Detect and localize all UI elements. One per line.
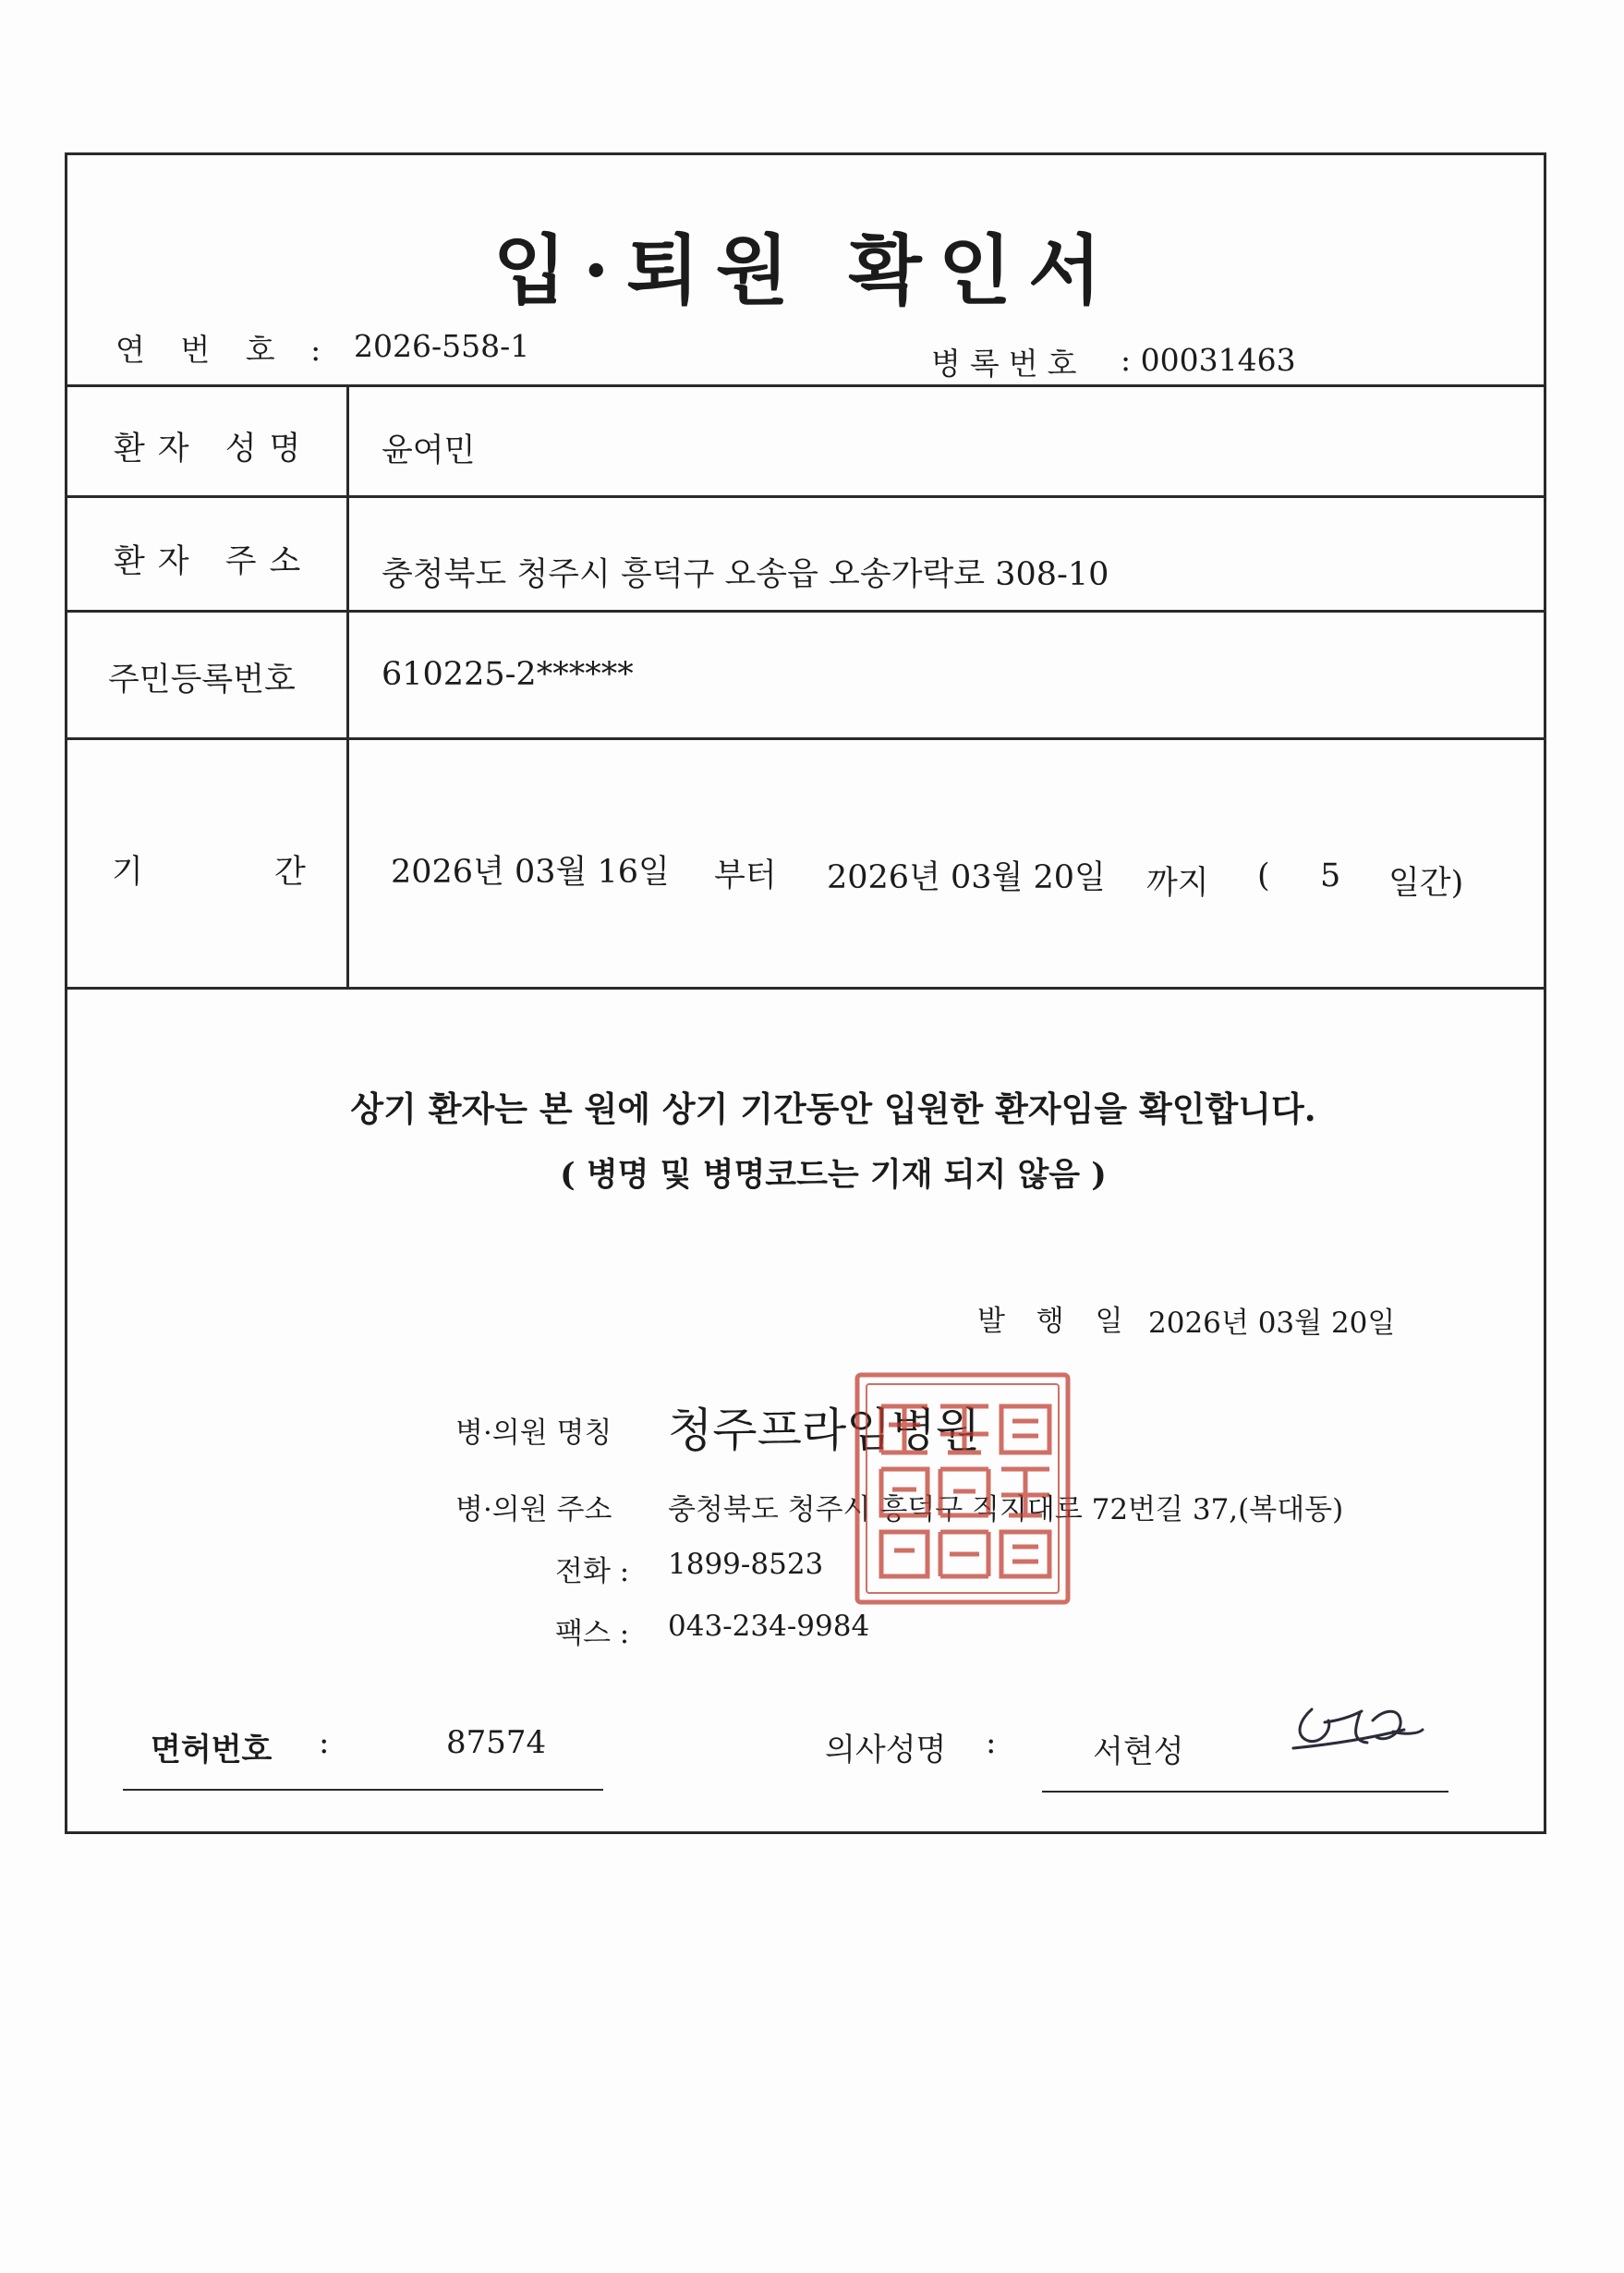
serial-label: 연 번 호 : — [115, 332, 334, 368]
patient-address-value: 충청북도 청주시 흥덕구 오송읍 오송가락로 308-10 — [382, 556, 1109, 593]
license-underline — [123, 1789, 603, 1791]
row-divider — [67, 384, 1544, 387]
patient-name-value: 윤여민 — [382, 432, 476, 469]
hospital-fax-value: 043-234-9984 — [668, 1610, 870, 1643]
period-days: 5 — [1320, 857, 1341, 894]
certificate-frame — [65, 152, 1546, 1834]
issue-date-value: 2026년 03월 20일 — [1148, 1307, 1396, 1340]
hospital-phone-label: 전화 : — [555, 1555, 630, 1588]
document-title: 입·퇴원 확인서 — [492, 226, 1119, 315]
doctor-underline — [1042, 1791, 1448, 1793]
issue-date-label: 발 행 일 — [977, 1305, 1134, 1338]
row-divider — [67, 495, 1544, 498]
doctor-colon: : — [986, 1724, 997, 1761]
row-divider — [67, 987, 1544, 990]
row-divider — [67, 737, 1544, 740]
hospital-address-label: 병·의원 주소 — [455, 1493, 612, 1526]
doctor-value: 서현성 — [1093, 1733, 1184, 1770]
hospital-name-label: 병·의원 명칭 — [455, 1416, 612, 1450]
license-label: 면허번호 — [151, 1732, 273, 1769]
period-from-date: 2026년 03월 16일 — [391, 854, 670, 891]
period-days-close: 일간) — [1388, 865, 1464, 902]
period-label-part1: 기 — [112, 854, 143, 891]
period-label-part2: 간 — [274, 854, 306, 891]
period-to-suffix: 까지 — [1146, 865, 1209, 902]
record-value: : 00031463 — [1121, 342, 1296, 378]
rrn-value: 610225-2****** — [382, 656, 634, 693]
hospital-fax-label: 팩스 : — [555, 1617, 630, 1650]
record-label: 병록번호 — [931, 346, 1086, 382]
hospital-phone-value: 1899-8523 — [668, 1548, 824, 1581]
statement-line2: ( 병명 및 병명코드는 기재 되지 않음 ) — [560, 1156, 1107, 1194]
license-value: 87574 — [446, 1724, 547, 1761]
rrn-label: 주민등록번호 — [108, 662, 296, 699]
serial-value: 2026-558-1 — [354, 328, 530, 364]
column-divider — [346, 384, 349, 987]
period-from-suffix: 부터 — [714, 857, 777, 894]
doctor-signature — [1284, 1693, 1441, 1757]
period-days-open: ( — [1257, 857, 1270, 894]
statement-line1: 상기 환자는 본 원에 상기 기간동안 입원한 환자임을 확인합니다. — [350, 1088, 1316, 1129]
patient-address-label: 환자 주소 — [114, 543, 314, 580]
patient-name-label: 환자 성명 — [114, 431, 314, 468]
period-to-date: 2026년 03월 20일 — [827, 859, 1106, 896]
hospital-address-value: 충청북도 청주시 흥덕구 직지대로 72번길 37,(복대동) — [668, 1493, 1344, 1526]
hospital-name-value: 청주프라임병원 — [668, 1404, 981, 1457]
hospital-seal-stamp — [852, 1369, 1073, 1608]
row-divider — [67, 610, 1544, 613]
license-colon: : — [319, 1724, 330, 1761]
doctor-label: 의사성명 — [825, 1732, 947, 1769]
